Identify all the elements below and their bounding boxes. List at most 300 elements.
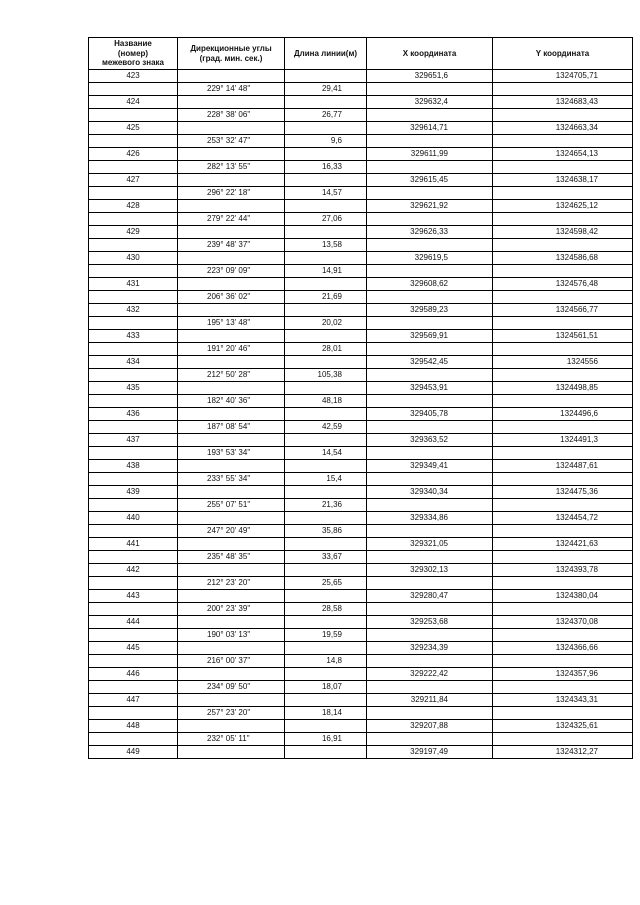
empty-cell xyxy=(493,213,633,226)
empty-cell xyxy=(285,616,367,629)
direction-angle: 232° 05' 11" xyxy=(178,733,285,746)
empty-cell xyxy=(493,447,633,460)
y-coordinate: 1324380,04 xyxy=(493,590,633,603)
empty-cell xyxy=(285,252,367,265)
point-name: 440 xyxy=(89,512,178,525)
segment-row xyxy=(89,733,633,746)
line-length: 16,91 xyxy=(285,733,367,746)
empty-cell xyxy=(493,421,633,434)
empty-cell xyxy=(367,369,493,382)
direction-angle: 191° 20' 46" xyxy=(178,343,285,356)
segment-row xyxy=(89,343,633,356)
empty-cell xyxy=(178,694,285,707)
point-row xyxy=(89,122,633,135)
point-row xyxy=(89,226,633,239)
line-length: 48,18 xyxy=(285,395,367,408)
empty-cell xyxy=(367,265,493,278)
x-coordinate: 329207,88 xyxy=(367,720,493,733)
y-coordinate: 1324325,61 xyxy=(493,720,633,733)
direction-angle: 228° 38' 06" xyxy=(178,109,285,122)
empty-cell xyxy=(178,252,285,265)
empty-cell xyxy=(89,525,178,538)
empty-cell xyxy=(285,512,367,525)
x-coordinate: 329569,91 xyxy=(367,330,493,343)
empty-cell xyxy=(285,694,367,707)
empty-cell xyxy=(89,291,178,304)
empty-cell xyxy=(493,109,633,122)
empty-cell xyxy=(178,746,285,759)
empty-cell xyxy=(285,720,367,733)
empty-cell xyxy=(285,226,367,239)
empty-cell xyxy=(178,70,285,83)
empty-cell xyxy=(89,135,178,148)
direction-angle: 182° 40' 36" xyxy=(178,395,285,408)
y-coordinate: 1324393,78 xyxy=(493,564,633,577)
empty-cell xyxy=(89,239,178,252)
y-coordinate: 1324496,6 xyxy=(493,408,633,421)
direction-angle: 247° 20' 49" xyxy=(178,525,285,538)
empty-cell xyxy=(178,174,285,187)
segment-row xyxy=(89,629,633,642)
empty-cell xyxy=(493,161,633,174)
line-length: 18,07 xyxy=(285,681,367,694)
empty-cell xyxy=(178,434,285,447)
empty-cell xyxy=(178,720,285,733)
empty-cell xyxy=(178,642,285,655)
line-length: 14,54 xyxy=(285,447,367,460)
segment-row xyxy=(89,395,633,408)
empty-cell xyxy=(89,161,178,174)
x-coordinate: 329453,91 xyxy=(367,382,493,395)
empty-cell xyxy=(367,603,493,616)
empty-cell xyxy=(89,733,178,746)
point-row xyxy=(89,382,633,395)
segment-row xyxy=(89,447,633,460)
empty-cell xyxy=(89,369,178,382)
point-name: 442 xyxy=(89,564,178,577)
empty-cell xyxy=(285,382,367,395)
line-length: 42,59 xyxy=(285,421,367,434)
line-length: 13,58 xyxy=(285,239,367,252)
y-coordinate: 1324625,12 xyxy=(493,200,633,213)
line-length: 16,33 xyxy=(285,161,367,174)
y-coordinate: 1324663,34 xyxy=(493,122,633,135)
x-coordinate: 329334,86 xyxy=(367,512,493,525)
x-coordinate: 329211,84 xyxy=(367,694,493,707)
line-length: 19,59 xyxy=(285,629,367,642)
line-length: 28,58 xyxy=(285,603,367,616)
empty-cell xyxy=(285,278,367,291)
direction-angle: 190° 03' 13" xyxy=(178,629,285,642)
segment-row xyxy=(89,317,633,330)
line-length: 26,77 xyxy=(285,109,367,122)
direction-angle: 233° 55' 34" xyxy=(178,473,285,486)
point-name: 435 xyxy=(89,382,178,395)
empty-cell xyxy=(493,135,633,148)
y-coordinate: 1324705,71 xyxy=(493,70,633,83)
empty-cell xyxy=(493,83,633,96)
empty-cell xyxy=(89,473,178,486)
empty-cell xyxy=(178,356,285,369)
line-length: 21,69 xyxy=(285,291,367,304)
header-x-coordinate: X координата xyxy=(367,38,493,70)
point-name: 433 xyxy=(89,330,178,343)
line-length: 14,8 xyxy=(285,655,367,668)
point-row xyxy=(89,174,633,187)
empty-cell xyxy=(367,317,493,330)
point-name: 445 xyxy=(89,642,178,655)
empty-cell xyxy=(178,512,285,525)
header-y-coordinate: Y координата xyxy=(493,38,633,70)
empty-cell xyxy=(493,603,633,616)
point-row xyxy=(89,304,633,317)
direction-angle: 195° 13' 48" xyxy=(178,317,285,330)
segment-row xyxy=(89,707,633,720)
x-coordinate: 329589,23 xyxy=(367,304,493,317)
x-coordinate: 329349,41 xyxy=(367,460,493,473)
header-line-length: Длина линии(м) xyxy=(285,38,367,70)
empty-cell xyxy=(178,304,285,317)
point-row xyxy=(89,694,633,707)
segment-row xyxy=(89,681,633,694)
point-name: 429 xyxy=(89,226,178,239)
empty-cell xyxy=(178,278,285,291)
empty-cell xyxy=(493,733,633,746)
y-coordinate: 1324576,48 xyxy=(493,278,633,291)
x-coordinate: 329611,99 xyxy=(367,148,493,161)
point-row xyxy=(89,70,633,83)
x-coordinate: 329651,6 xyxy=(367,70,493,83)
empty-cell xyxy=(89,551,178,564)
direction-angle: 187° 08' 54" xyxy=(178,421,285,434)
empty-cell xyxy=(285,330,367,343)
empty-cell xyxy=(285,642,367,655)
empty-cell xyxy=(89,655,178,668)
empty-cell xyxy=(367,187,493,200)
direction-angle: 212° 50' 28" xyxy=(178,369,285,382)
x-coordinate: 329405,78 xyxy=(367,408,493,421)
point-row xyxy=(89,252,633,265)
segment-row xyxy=(89,161,633,174)
empty-cell xyxy=(178,200,285,213)
x-coordinate: 329340,34 xyxy=(367,486,493,499)
empty-cell xyxy=(493,655,633,668)
empty-cell xyxy=(285,408,367,421)
boundary-coordinates-table xyxy=(88,37,633,759)
point-name: 430 xyxy=(89,252,178,265)
empty-cell xyxy=(178,96,285,109)
empty-cell xyxy=(367,395,493,408)
empty-cell xyxy=(178,148,285,161)
segment-row xyxy=(89,291,633,304)
y-coordinate: 1324556 xyxy=(493,356,633,369)
y-coordinate: 1324370,08 xyxy=(493,616,633,629)
segment-row xyxy=(89,83,633,96)
empty-cell xyxy=(285,538,367,551)
point-row xyxy=(89,434,633,447)
y-coordinate: 1324586,68 xyxy=(493,252,633,265)
point-name: 441 xyxy=(89,538,178,551)
empty-cell xyxy=(285,668,367,681)
y-coordinate: 1324487,61 xyxy=(493,460,633,473)
line-length: 29,41 xyxy=(285,83,367,96)
empty-cell xyxy=(178,590,285,603)
point-row xyxy=(89,564,633,577)
point-row xyxy=(89,356,633,369)
empty-cell xyxy=(367,499,493,512)
point-row xyxy=(89,538,633,551)
line-length: 35,86 xyxy=(285,525,367,538)
y-coordinate: 1324366,66 xyxy=(493,642,633,655)
x-coordinate: 329253,68 xyxy=(367,616,493,629)
line-length: 28,01 xyxy=(285,343,367,356)
direction-angle: 200° 23' 39" xyxy=(178,603,285,616)
x-coordinate: 329621,92 xyxy=(367,200,493,213)
empty-cell xyxy=(367,421,493,434)
y-coordinate: 1324566,77 xyxy=(493,304,633,317)
header-direction-angles: Дирекционные углы (град. мин. сек.) xyxy=(178,38,285,70)
empty-cell xyxy=(89,187,178,200)
empty-cell xyxy=(178,226,285,239)
empty-cell xyxy=(367,733,493,746)
empty-cell xyxy=(178,486,285,499)
empty-cell xyxy=(367,291,493,304)
direction-angle: 296° 22' 18" xyxy=(178,187,285,200)
empty-cell xyxy=(89,421,178,434)
y-coordinate: 1324654,13 xyxy=(493,148,633,161)
line-length: 18,14 xyxy=(285,707,367,720)
x-coordinate: 329632,4 xyxy=(367,96,493,109)
point-row xyxy=(89,642,633,655)
empty-cell xyxy=(285,200,367,213)
empty-cell xyxy=(367,551,493,564)
empty-cell xyxy=(367,343,493,356)
line-length: 33,67 xyxy=(285,551,367,564)
empty-cell xyxy=(285,434,367,447)
point-row xyxy=(89,720,633,733)
empty-cell xyxy=(178,668,285,681)
empty-cell xyxy=(367,655,493,668)
point-name: 443 xyxy=(89,590,178,603)
direction-angle: 282° 13' 55" xyxy=(178,161,285,174)
direction-angle: 212° 23' 20" xyxy=(178,577,285,590)
empty-cell xyxy=(493,239,633,252)
empty-cell xyxy=(178,122,285,135)
point-row xyxy=(89,512,633,525)
empty-cell xyxy=(178,330,285,343)
direction-angle: 253° 32' 47" xyxy=(178,135,285,148)
x-coordinate: 329234,39 xyxy=(367,642,493,655)
line-length: 27,06 xyxy=(285,213,367,226)
point-row xyxy=(89,96,633,109)
empty-cell xyxy=(89,447,178,460)
empty-cell xyxy=(89,577,178,590)
empty-cell xyxy=(285,304,367,317)
empty-cell xyxy=(493,551,633,564)
point-row xyxy=(89,746,633,759)
point-row xyxy=(89,200,633,213)
point-name: 448 xyxy=(89,720,178,733)
empty-cell xyxy=(367,239,493,252)
empty-cell xyxy=(178,564,285,577)
y-coordinate: 1324454,72 xyxy=(493,512,633,525)
line-length: 25,65 xyxy=(285,577,367,590)
empty-cell xyxy=(89,343,178,356)
empty-cell xyxy=(89,499,178,512)
line-length: 15,4 xyxy=(285,473,367,486)
empty-cell xyxy=(285,356,367,369)
direction-angle: 206° 36' 02" xyxy=(178,291,285,304)
line-length: 9,6 xyxy=(285,135,367,148)
point-name: 423 xyxy=(89,70,178,83)
point-row xyxy=(89,486,633,499)
segment-row xyxy=(89,603,633,616)
empty-cell xyxy=(493,343,633,356)
segment-row xyxy=(89,265,633,278)
segment-row xyxy=(89,473,633,486)
empty-cell xyxy=(89,213,178,226)
segment-row xyxy=(89,187,633,200)
point-row xyxy=(89,668,633,681)
segment-row xyxy=(89,135,633,148)
empty-cell xyxy=(285,174,367,187)
direction-angle: 229° 14' 48" xyxy=(178,83,285,96)
point-name: 427 xyxy=(89,174,178,187)
direction-angle: 216° 00' 37" xyxy=(178,655,285,668)
empty-cell xyxy=(493,577,633,590)
empty-cell xyxy=(493,369,633,382)
direction-angle: 279° 22' 44" xyxy=(178,213,285,226)
segment-row xyxy=(89,499,633,512)
empty-cell xyxy=(178,616,285,629)
point-name: 424 xyxy=(89,96,178,109)
empty-cell xyxy=(493,707,633,720)
point-name: 449 xyxy=(89,746,178,759)
segment-row xyxy=(89,551,633,564)
x-coordinate: 329619,5 xyxy=(367,252,493,265)
line-length: 14,57 xyxy=(285,187,367,200)
x-coordinate: 329363,52 xyxy=(367,434,493,447)
empty-cell xyxy=(493,525,633,538)
y-coordinate: 1324683,43 xyxy=(493,96,633,109)
y-coordinate: 1324312,27 xyxy=(493,746,633,759)
point-name: 428 xyxy=(89,200,178,213)
empty-cell xyxy=(178,538,285,551)
empty-cell xyxy=(493,473,633,486)
point-name: 439 xyxy=(89,486,178,499)
y-coordinate: 1324421,63 xyxy=(493,538,633,551)
point-name: 444 xyxy=(89,616,178,629)
empty-cell xyxy=(493,499,633,512)
empty-cell xyxy=(493,187,633,200)
direction-angle: 234° 09' 50" xyxy=(178,681,285,694)
empty-cell xyxy=(89,681,178,694)
point-name: 431 xyxy=(89,278,178,291)
empty-cell xyxy=(89,707,178,720)
empty-cell xyxy=(367,161,493,174)
point-row xyxy=(89,590,633,603)
segment-row xyxy=(89,577,633,590)
empty-cell xyxy=(285,590,367,603)
x-coordinate: 329321,05 xyxy=(367,538,493,551)
segment-row xyxy=(89,369,633,382)
x-coordinate: 329614,71 xyxy=(367,122,493,135)
empty-cell xyxy=(367,109,493,122)
empty-cell xyxy=(89,265,178,278)
line-length: 14,91 xyxy=(285,265,367,278)
empty-cell xyxy=(367,83,493,96)
point-row xyxy=(89,616,633,629)
empty-cell xyxy=(367,213,493,226)
empty-cell xyxy=(89,629,178,642)
point-name: 446 xyxy=(89,668,178,681)
empty-cell xyxy=(285,96,367,109)
empty-cell xyxy=(89,109,178,122)
line-length: 105,38 xyxy=(285,369,367,382)
empty-cell xyxy=(493,265,633,278)
point-row xyxy=(89,460,633,473)
empty-cell xyxy=(89,603,178,616)
y-coordinate: 1324475,36 xyxy=(493,486,633,499)
empty-cell xyxy=(178,460,285,473)
direction-angle: 235° 48' 35" xyxy=(178,551,285,564)
segment-row xyxy=(89,239,633,252)
direction-angle: 223° 09' 09" xyxy=(178,265,285,278)
point-row xyxy=(89,148,633,161)
point-name: 437 xyxy=(89,434,178,447)
empty-cell xyxy=(367,447,493,460)
segment-row xyxy=(89,213,633,226)
empty-cell xyxy=(285,486,367,499)
point-name: 438 xyxy=(89,460,178,473)
x-coordinate: 329280,47 xyxy=(367,590,493,603)
direction-angle: 239° 48' 37" xyxy=(178,239,285,252)
empty-cell xyxy=(367,473,493,486)
x-coordinate: 329608,62 xyxy=(367,278,493,291)
point-name: 432 xyxy=(89,304,178,317)
header-point-name: Название (номер) межевого знака xyxy=(89,38,178,70)
segment-row xyxy=(89,109,633,122)
x-coordinate: 329542,45 xyxy=(367,356,493,369)
segment-row xyxy=(89,525,633,538)
empty-cell xyxy=(89,395,178,408)
point-row xyxy=(89,278,633,291)
y-coordinate: 1324498,85 xyxy=(493,382,633,395)
empty-cell xyxy=(178,408,285,421)
line-length: 20,02 xyxy=(285,317,367,330)
point-row xyxy=(89,408,633,421)
y-coordinate: 1324598,42 xyxy=(493,226,633,239)
line-length: 21,36 xyxy=(285,499,367,512)
empty-cell xyxy=(367,707,493,720)
x-coordinate: 329222,42 xyxy=(367,668,493,681)
empty-cell xyxy=(89,317,178,330)
y-coordinate: 1324357,96 xyxy=(493,668,633,681)
empty-cell xyxy=(285,460,367,473)
point-name: 426 xyxy=(89,148,178,161)
point-name: 447 xyxy=(89,694,178,707)
empty-cell xyxy=(493,629,633,642)
x-coordinate: 329626,33 xyxy=(367,226,493,239)
empty-cell xyxy=(285,564,367,577)
empty-cell xyxy=(493,681,633,694)
empty-cell xyxy=(493,317,633,330)
empty-cell xyxy=(285,148,367,161)
x-coordinate: 329615,45 xyxy=(367,174,493,187)
point-name: 436 xyxy=(89,408,178,421)
empty-cell xyxy=(285,70,367,83)
empty-cell xyxy=(367,135,493,148)
